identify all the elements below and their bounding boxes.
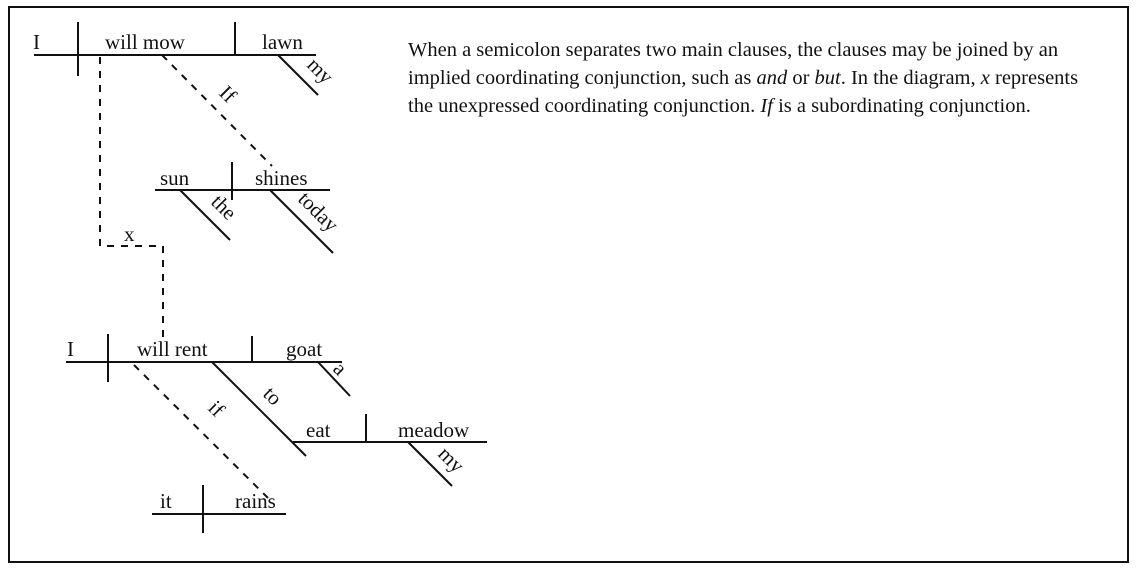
- note-but: but: [814, 67, 841, 89]
- sub1-subject: sun: [160, 166, 190, 190]
- clause1-object: lawn: [262, 30, 303, 54]
- sub2-subject: it: [160, 489, 172, 513]
- clause2-object: goat: [286, 337, 323, 361]
- infinitive-preposition: to: [258, 381, 287, 411]
- if-conjunction-line-1: [162, 55, 272, 166]
- infinitive-object-modifier: my: [433, 441, 470, 478]
- clause1-object-modifier: my: [302, 52, 339, 89]
- sub1-verb: shines: [255, 166, 308, 190]
- note-text-3: . In the diagram,: [840, 67, 981, 89]
- coordinating-connector-label: x: [124, 222, 135, 246]
- sub2-verb: rains: [235, 489, 276, 513]
- note-text-1: When a semicolon separates two main clauses, the clauses may be joined by an implied coordinating conjunction, such as: [408, 39, 1059, 89]
- clause1-subject: I: [33, 30, 40, 54]
- explanation-note: [408, 36, 1108, 120]
- infinitive-verb: eat: [306, 418, 331, 442]
- clause2-conjunction: if: [203, 395, 230, 422]
- note-text-2: or: [787, 67, 815, 89]
- clause2-subject: I: [67, 337, 74, 361]
- note-if: If: [760, 95, 773, 117]
- clause2-verb: will rent: [137, 337, 208, 361]
- clause1-verb: will mow: [105, 30, 185, 54]
- sub1-verb-modifier: today: [293, 186, 344, 237]
- sub1-subject-modifier: the: [206, 189, 242, 225]
- infinitive-slant-line: [212, 362, 306, 456]
- note-text-5: is a subordinating conjunction.: [772, 95, 1031, 117]
- if-conjunction-line-2: [134, 365, 268, 498]
- infinitive-object: meadow: [398, 418, 470, 442]
- note-text-4: represents the unexpressed coordinating conjunction.: [408, 67, 1079, 117]
- note-x: x: [980, 67, 990, 89]
- note-and: and: [756, 67, 788, 89]
- coordinating-connector-line: [100, 57, 163, 338]
- clause2-object-modifier: a: [328, 356, 353, 381]
- clause1-conjunction: If: [214, 80, 242, 108]
